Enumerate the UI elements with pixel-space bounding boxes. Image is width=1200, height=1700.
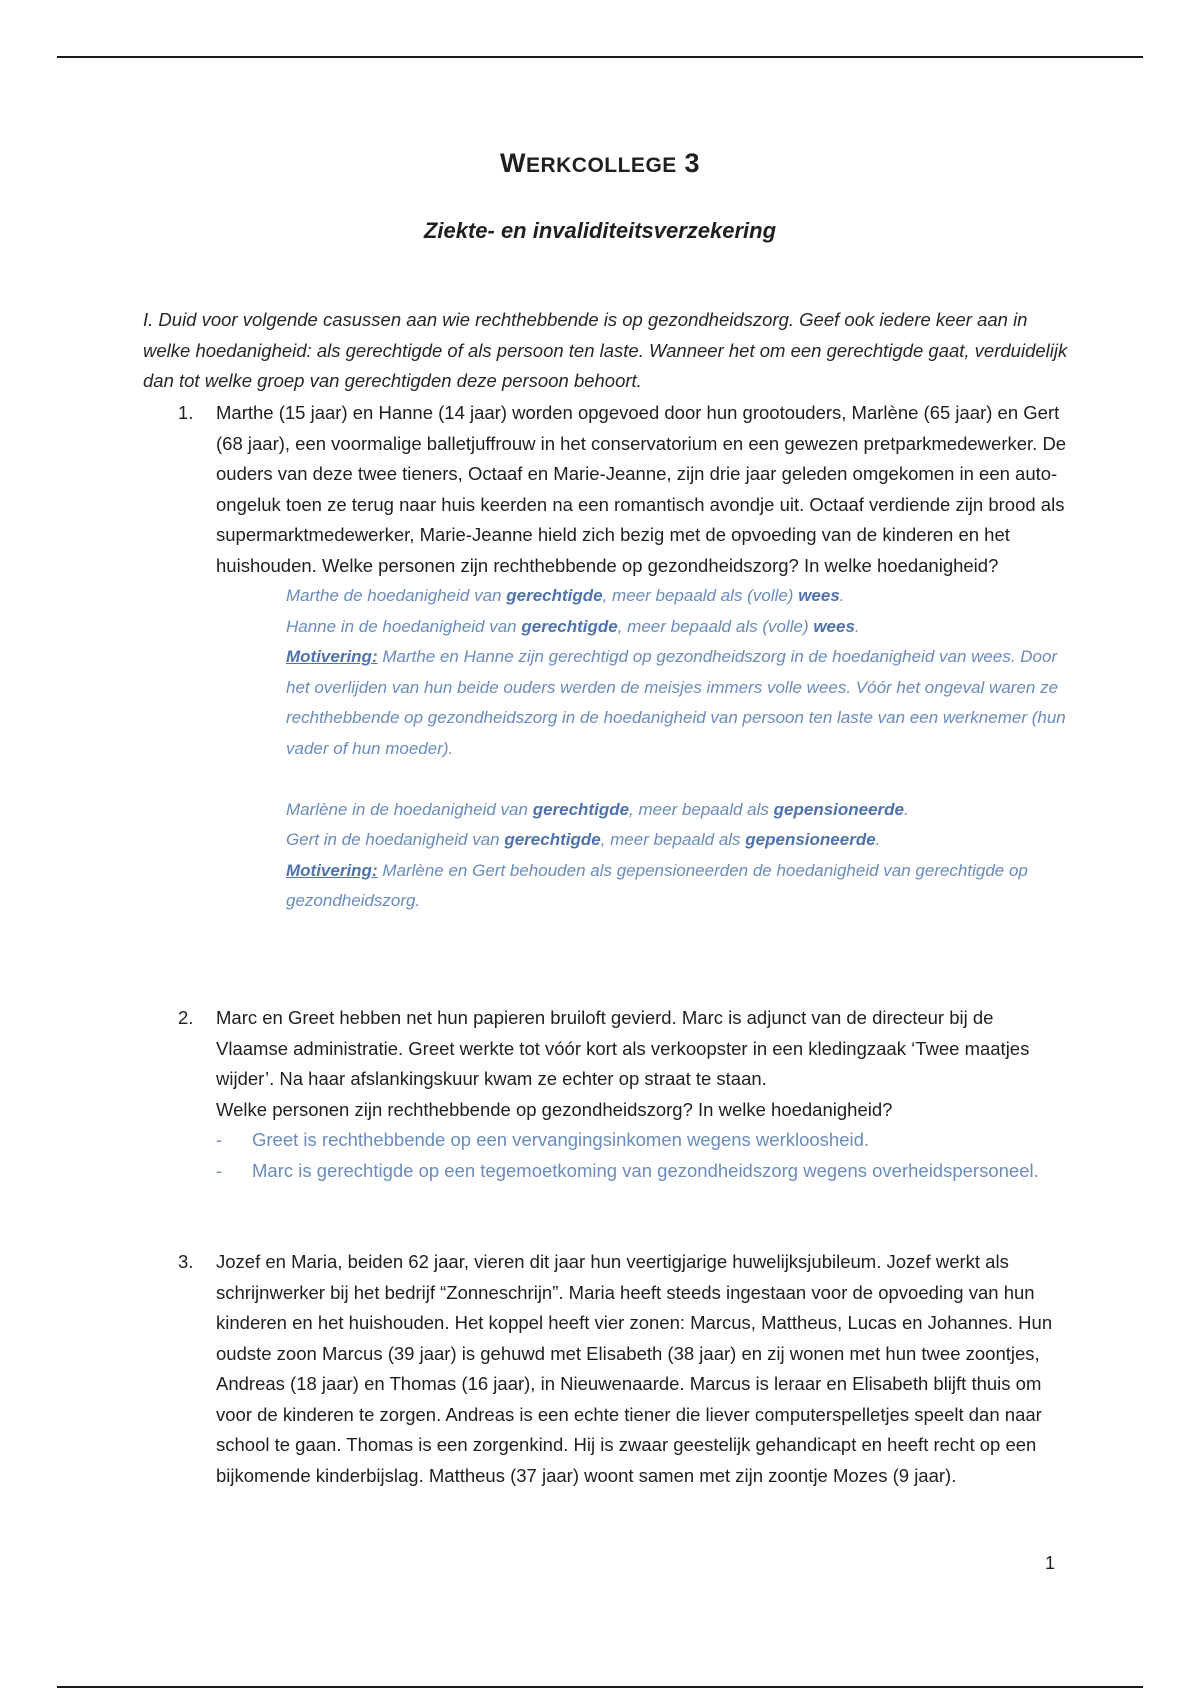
- answer-line: Marthe de hoedanigheid van gerechtigde, meer bepaald als (volle) wees.: [286, 586, 845, 605]
- title-number: 3: [684, 148, 701, 178]
- page-number: 1: [1045, 1553, 1056, 1573]
- answer-line: Marlène in de hoedanigheid van gerechtigde, meer bepaald als gepensioneerde.: [286, 799, 909, 819]
- top-rule: [57, 56, 1143, 58]
- case-question: Welke personen zijn rechthebbende op gezondheidszorg? In welke hoedanigheid?: [216, 1098, 893, 1120]
- answer-line: Gert in de hoedanigheid van gerechtigde, meer bepaald als gepensioneerde.: [286, 830, 881, 849]
- list-item: - Greet is rechthebbende op een vervangingsinkomen wegens werkloosheid.: [216, 1129, 870, 1150]
- case-text: Jozef en Maria, beiden 62 jaar, vieren dit jaar hun veertigjarige huwelijksjubileum. Jozef werkt als schrijnwerker bij het bedrijf “Zonneschrijn”. Maria heeft steeds ingestaan voor de opvoeding van hun kinderen en het huishouden. Het koppel heeft vier zonen: Marcus, Mattheus, Lucas en Johannes. Hun oudste zoon Marcus (39 jaar) is gehuwd met Elisabeth (38 jaar) en zij wonen met hun twee zoontjes, Andreas (18 jaar) en Thomas (16 jaar), in Nieuwenaarde. Marcus is leraar en Elisabeth blijft thuis om voor de kinderen te zorgen. Andreas is een echte tiener die liever computerspelletjes speelt dan naar school te gaan. Thomas is een zorgenkind. Hij is zwaar geestelijk gehandicapt en heeft recht op een bijkomende kinderbijslag. Mattheus (37 jaar) woont samen met zijn zoontje Mozes (9 jaar).: [216, 1251, 1053, 1486]
- case-text: Marthe (15 jaar) en Hanne (14 jaar) worden opgevoed door hun grootouders, Marlène (65 jaar) en Gert (68 jaar), een voormalige balletjuffrouw in het conservatorium en een gewezen pretparkmedewerker. De ouders van deze twee tieners, Octaaf en Marie-Jeanne, zijn drie jaar geleden omgekomen in een auto-ongeluk toen ze terug naar huis keerden na een romantisch avondje uit. Octaaf verdiende zijn brood als supermarktmedewerker, Marie-Jeanne hield zich bezig met de opvoeding van de kinderen en het huishouden. Welke personen zijn rechthebbende op gezondheidszorg? In welke hoedanigheid?: [216, 402, 1067, 576]
- case-number: 2.: [178, 1007, 194, 1028]
- case-number: 1.: [178, 402, 194, 423]
- motivation: Motivering: Marthe en Hanne zijn gerechtigd op gezondheidszorg in de hoedanigheid van wees. Door het overlijden van hun beide ouders werden de meisjes immers volle wees. Vóór het ongeval waren ze rechthebbende op gezondheidszorg in de hoedanigheid van persoon ten laste van een werknemer (hun vader of hun moeder).: [286, 647, 1066, 758]
- list-item: - Marc is gerechtigde op een tegemoetkoming van gezondheidszorg wegens overheidspersoneel.: [216, 1159, 1039, 1181]
- motivation: Motivering: Marlène en Gert behouden als gepensioneerden de hoedanigheid van gerechtigde op gezondheidszorg.: [286, 860, 1028, 910]
- page-subtitle: Ziekte- en invaliditeitsverzekering: [423, 218, 777, 243]
- bottom-rule: [57, 1686, 1143, 1688]
- page-title: [0, 148, 1200, 179]
- answer-block: [286, 581, 1068, 917]
- answer-line: Hanne in de hoedanigheid van gerechtigde, meer bepaald als (volle) wees.: [286, 616, 860, 636]
- intro-instructions: I. Duid voor volgende casussen aan wie rechthebbende is op gezondheidszorg. Geef ook iedere keer aan in welke hoedanigheid: als gerechtigde of als persoon ten laste. Wanneer het om een gerechtigde gaat, verduidelijk dan tot welke groep van gerechtigden deze persoon behoort.: [143, 309, 1068, 391]
- answer-list: [216, 1125, 1068, 1186]
- case-text: Marc en Greet hebben net hun papieren bruiloft gevierd. Marc is adjunct van de directeur bij de Vlaamse administratie. Greet werkte tot vóór kort als verkoopster in een kledingzaak ‘Twee maatjes wijder’. Na haar afslankingskuur kwam ze echter op straat te staan.: [216, 1007, 1030, 1089]
- case-number: 3.: [178, 1251, 194, 1272]
- case-1: [178, 398, 1068, 917]
- case-3: [178, 1247, 1068, 1491]
- case-2: [178, 1003, 1068, 1186]
- title-initial: W: [499, 148, 526, 178]
- title-rest: ERKCOLLEGE: [525, 154, 677, 177]
